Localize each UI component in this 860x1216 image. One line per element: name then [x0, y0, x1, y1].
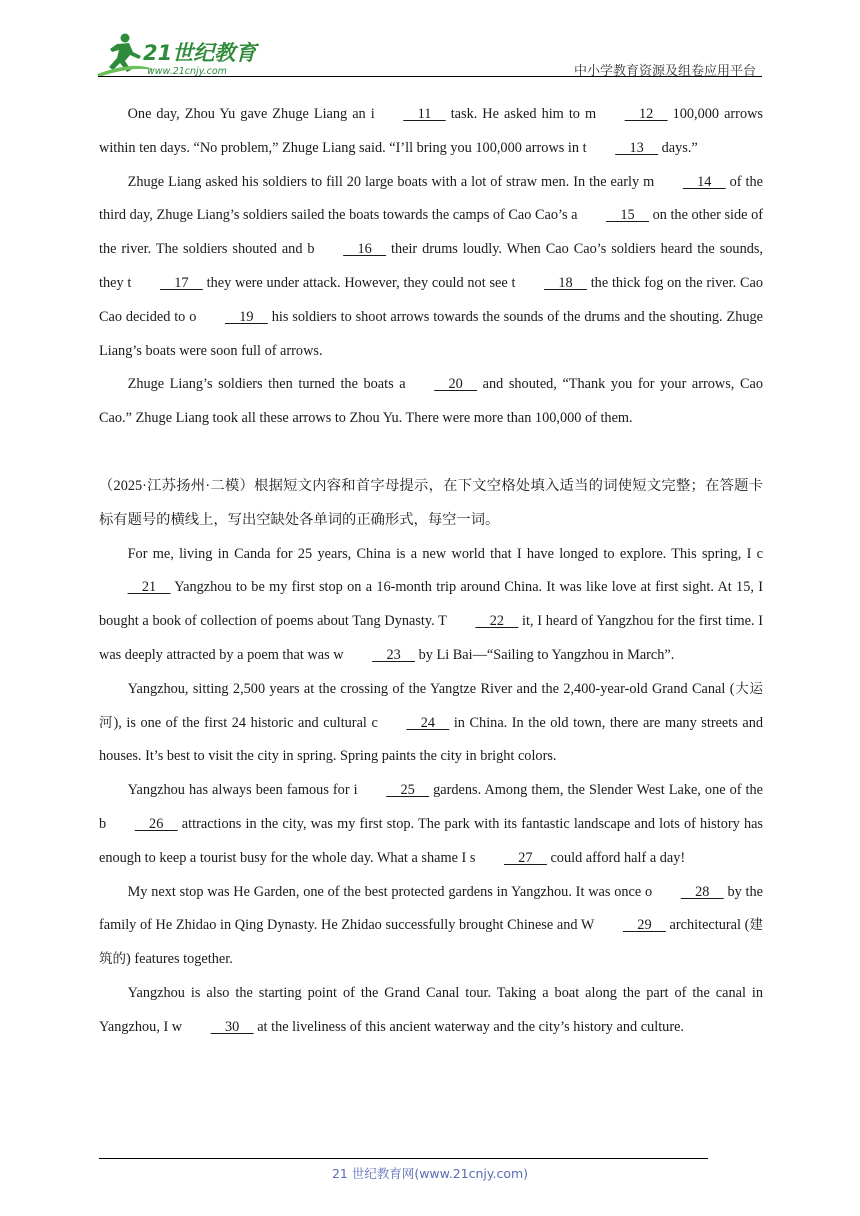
paragraph — [99, 368, 763, 436]
section-gap — [99, 436, 763, 470]
logo-text: 21世纪教育 — [143, 41, 257, 65]
text-run: at the liveliness of this ancient waterway and the city’s history and culture. — [253, 1018, 684, 1035]
blank-23[interactable]: 23 — [372, 646, 416, 663]
blank-17[interactable]: 17 — [159, 274, 203, 291]
header-divider — [98, 76, 762, 77]
blank-13[interactable]: 13 — [615, 139, 659, 156]
blank-11[interactable]: 11 — [403, 106, 446, 122]
paragraph — [99, 673, 763, 774]
text-run: they were under attack. However, they could not see t — [202, 274, 516, 291]
text-run: by the family of He Zhidao in Qing Dynasty. He Zhidao successfully brought Chinese and W — [99, 883, 763, 934]
text-run: My next stop was He Garden, one of the best protected gardens in Yangzhou. It was once o — [127, 883, 653, 900]
text-run: Yangzhou is also the starting point of the Grand Canal tour. Taking a boat along the part of the canal in Yangzhou, I w — [99, 984, 763, 1035]
text-run: ), is one of the first 24 historic and cultural c — [113, 714, 378, 731]
blank-12[interactable]: 12 — [624, 106, 668, 122]
text-run: task. He asked him to m — [445, 106, 597, 122]
text-run: on the other side of the river. The soldiers shouted and b — [99, 207, 763, 258]
paragraph — [99, 977, 763, 1045]
text-run: One day, Zhou Yu gave Zhuge Liang an i — [127, 106, 375, 122]
logo-21cnjy — [95, 30, 265, 78]
text-run: his soldiers to shoot arrows towards the sounds of the drums and the shouting. Zhuge Liang’s boats were soon full of arrows. — [99, 308, 763, 359]
blank-25[interactable]: 25 — [386, 782, 430, 799]
blank-15[interactable]: 15 — [606, 207, 649, 224]
text-run: of the third day, Zhuge Liang’s soldiers sailed the boats towards the camps of Cao Cao’s a — [99, 173, 763, 224]
text-run: and shouted, “Thank you for your arrows, Cao Cao.” Zhuge Liang took all these arrows to Zhou Yu. There were more than 100,000 of them. — [99, 376, 763, 427]
page-header — [0, 0, 860, 80]
blank-26[interactable]: 26 — [134, 815, 178, 832]
text-run: Yangzhou to be my first stop on a 16-month trip around China. It was like love at first sight. At 15, I bought a book of collection of poems about Tang Dynasty. T — [99, 579, 763, 630]
blank-29[interactable]: 29 — [623, 917, 666, 934]
blank-20[interactable]: 20 — [434, 376, 478, 393]
blank-28[interactable]: 28 — [680, 883, 724, 900]
blank-14[interactable]: 14 — [682, 173, 726, 190]
text-run: gardens. Among them, the Slender West Lake, one of the b — [99, 782, 764, 832]
blank-16[interactable]: 16 — [343, 241, 387, 258]
chinese-gloss: 建筑的 — [99, 917, 763, 968]
text-run: ) features together. — [126, 951, 233, 968]
blank-19[interactable]: 19 — [224, 308, 268, 325]
footer-divider — [99, 1158, 708, 1159]
paragraph — [99, 538, 763, 673]
text-run: Yangzhou, sitting 2,500 years at the crossing of the Yangtze River and the 2,400-year-old Grand Canal ( — [127, 680, 735, 697]
blank-30[interactable]: 30 — [210, 1018, 254, 1035]
text-run: days.” — [658, 139, 698, 156]
paragraph — [99, 166, 763, 369]
text-run: could afford half a day! — [546, 849, 686, 866]
chinese-gloss: 大运河 — [99, 680, 763, 731]
text-run: in China. In the old town, there are many streets and houses. It’s best to visit the city in spring. Spring paints the city in bright colors. — [99, 714, 763, 765]
text-run: their drums loudly. When Cao Cao’s soldiers heard the sounds, they t — [99, 241, 764, 291]
blank-24[interactable]: 24 — [406, 714, 450, 731]
text-run: Zhuge Liang asked his soldiers to fill 20 large boats with a lot of straw men. In the early m — [127, 173, 655, 190]
logo-url: www.21cnjy.com — [147, 66, 227, 77]
paragraph — [99, 876, 763, 977]
text-run: Yangzhou has always been famous for i — [127, 782, 358, 799]
text-run: it, I heard of Yangzhou for the first time. I was deeply attracted by a poem that was w — [99, 613, 763, 663]
paragraph — [99, 774, 763, 875]
platform-name: 中小学教育资源及组卷应用平台 — [573, 64, 756, 79]
text-run: Zhuge Liang’s soldiers then turned the boats a — [127, 376, 406, 393]
blank-21[interactable]: 21 — [127, 579, 171, 596]
paragraph — [99, 98, 763, 166]
passage-2 — [99, 538, 763, 1045]
text-run: attractions in the city, was my first stop. The park with its fantastic landscape and lots of history has enough to keep a tourist busy for the whole day. What a shame I s — [99, 815, 763, 866]
exercise-instruction: （2025·江苏扬州·二模）根据短文内容和首字母提示，在下文空格处填入适当的词使短文完整；在答题卡标有题号的横线上，写出空缺处各单词的正确形式，每空一词。 — [99, 477, 763, 528]
text-run: the thick fog on the river. Cao Cao decided to o — [99, 274, 763, 325]
blank-18[interactable]: 18 — [544, 274, 587, 291]
text-run: architectural ( — [665, 917, 750, 934]
footer-link[interactable]: 21 世纪教育网(www.21cnjy.com) — [331, 1166, 529, 1181]
text-run: For me, living in Canda for 25 years, China is a new world that I have longed to explore. This spring, I c — [127, 545, 763, 562]
text-run: by Li Bai—“Sailing to Yangzhou in March”. — [415, 646, 675, 663]
text-run: 100,000 arrows within ten days. “No problem,” Zhuge Liang said. “I’ll bring you 100,000 arrows in t — [99, 106, 763, 156]
document-body — [99, 98, 763, 1045]
blank-27[interactable]: 27 — [503, 849, 547, 866]
passage-1 — [99, 98, 763, 436]
blank-22[interactable]: 22 — [475, 613, 519, 630]
